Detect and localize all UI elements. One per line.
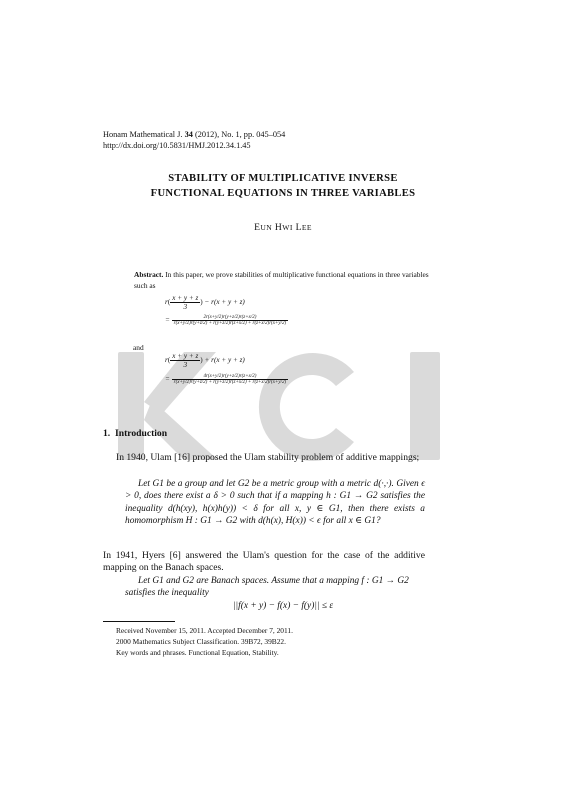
footnote-rule <box>103 621 175 622</box>
paper-title: STABILITY OF MULTIPLICATIVE INVERSE FUNCTIONAL EQUATIONS IN THREE VARIABLES <box>150 173 416 199</box>
doi-link[interactable]: http://dx.doi.org/10.5831/HMJ.2012.34.1.45 <box>103 140 251 150</box>
paragraph-2: In 1941, Hyers [6] answered the Ulam's question for the case of the additive mapping on the Banach spaces. <box>103 550 425 574</box>
author-name: EUN HWI LEE <box>254 222 312 233</box>
footnote-msc: 2000 Mathematics Subject Classification. 39B72, 39B22. <box>116 637 286 646</box>
abstract-text: In this paper, we prove stabilities of multiplicative functional equations in three variables such as <box>134 270 429 290</box>
footnote-keywords: Key words and phrases. Functional Equation, Stability. <box>116 648 279 657</box>
equation-2-rhs: = $\frac{4r(x+y/2)r(y+z/2)r(z+x/2)}{r(x+y/2)r(y+z/2) + r(y+z/2)r(z+x/2) + r(z+x/2)r(x+y/2)}$ <box>165 374 287 385</box>
section-heading: 1. Introduction <box>103 428 168 439</box>
and-text: and <box>133 343 144 352</box>
hyers-theorem-statement: Let G1 and G2 are Banach spaces. Assume that a mapping f : G1 → G2 satisfies the inequality <box>125 576 409 599</box>
kci-watermark <box>92 350 464 462</box>
paragraph-1: In 1940, Ulam [16] proposed the Ulam stability problem of additive mappings; <box>116 452 420 463</box>
journal-citation: Honam Mathematical J. 34 (2012), No. 1, pp. 045–054 <box>103 130 286 139</box>
equation-1-rhs: = $\frac{2r(x+y/2)r(y+z/2)r(z+x/2)}{r(x+y/2)r(y+z/2) + r(y+z/2)r(z+x/2) + r(z+x/2)r(x+y/2)}$ <box>165 315 287 326</box>
abstract <box>134 270 434 291</box>
abstract-label: Abstract. <box>134 270 164 279</box>
journal-header <box>103 130 285 151</box>
ulam-problem-statement: Let G1 be a group and let G2 be a metric group with a metric d(·,·). Given ϵ > 0, does there exist a δ > 0 such that if a mapping h : G1 → G2 satisfies the inequality d(h(xy), h(x)h(y)) < δ for all x, y ∈ G1, then there exists a homomorphism H : G1 → G2 with d(h(x), H(x)) < ϵ for all x ∈ G1? <box>125 479 425 526</box>
equation-2-lhs: r( $\frac{x + y + z}{3}$ ) + r(x + y + z) <box>165 352 245 369</box>
equation-1-lhs: r( $\frac{x + y + z}{3}$ ) − r(x + y + z) <box>165 294 245 311</box>
footnote-received: Received November 15, 2011. Accepted December 7, 2011. <box>116 626 293 635</box>
hyers-inequality: ||f(x + y) − f(x) − f(y)|| ≤ ε <box>232 601 334 611</box>
